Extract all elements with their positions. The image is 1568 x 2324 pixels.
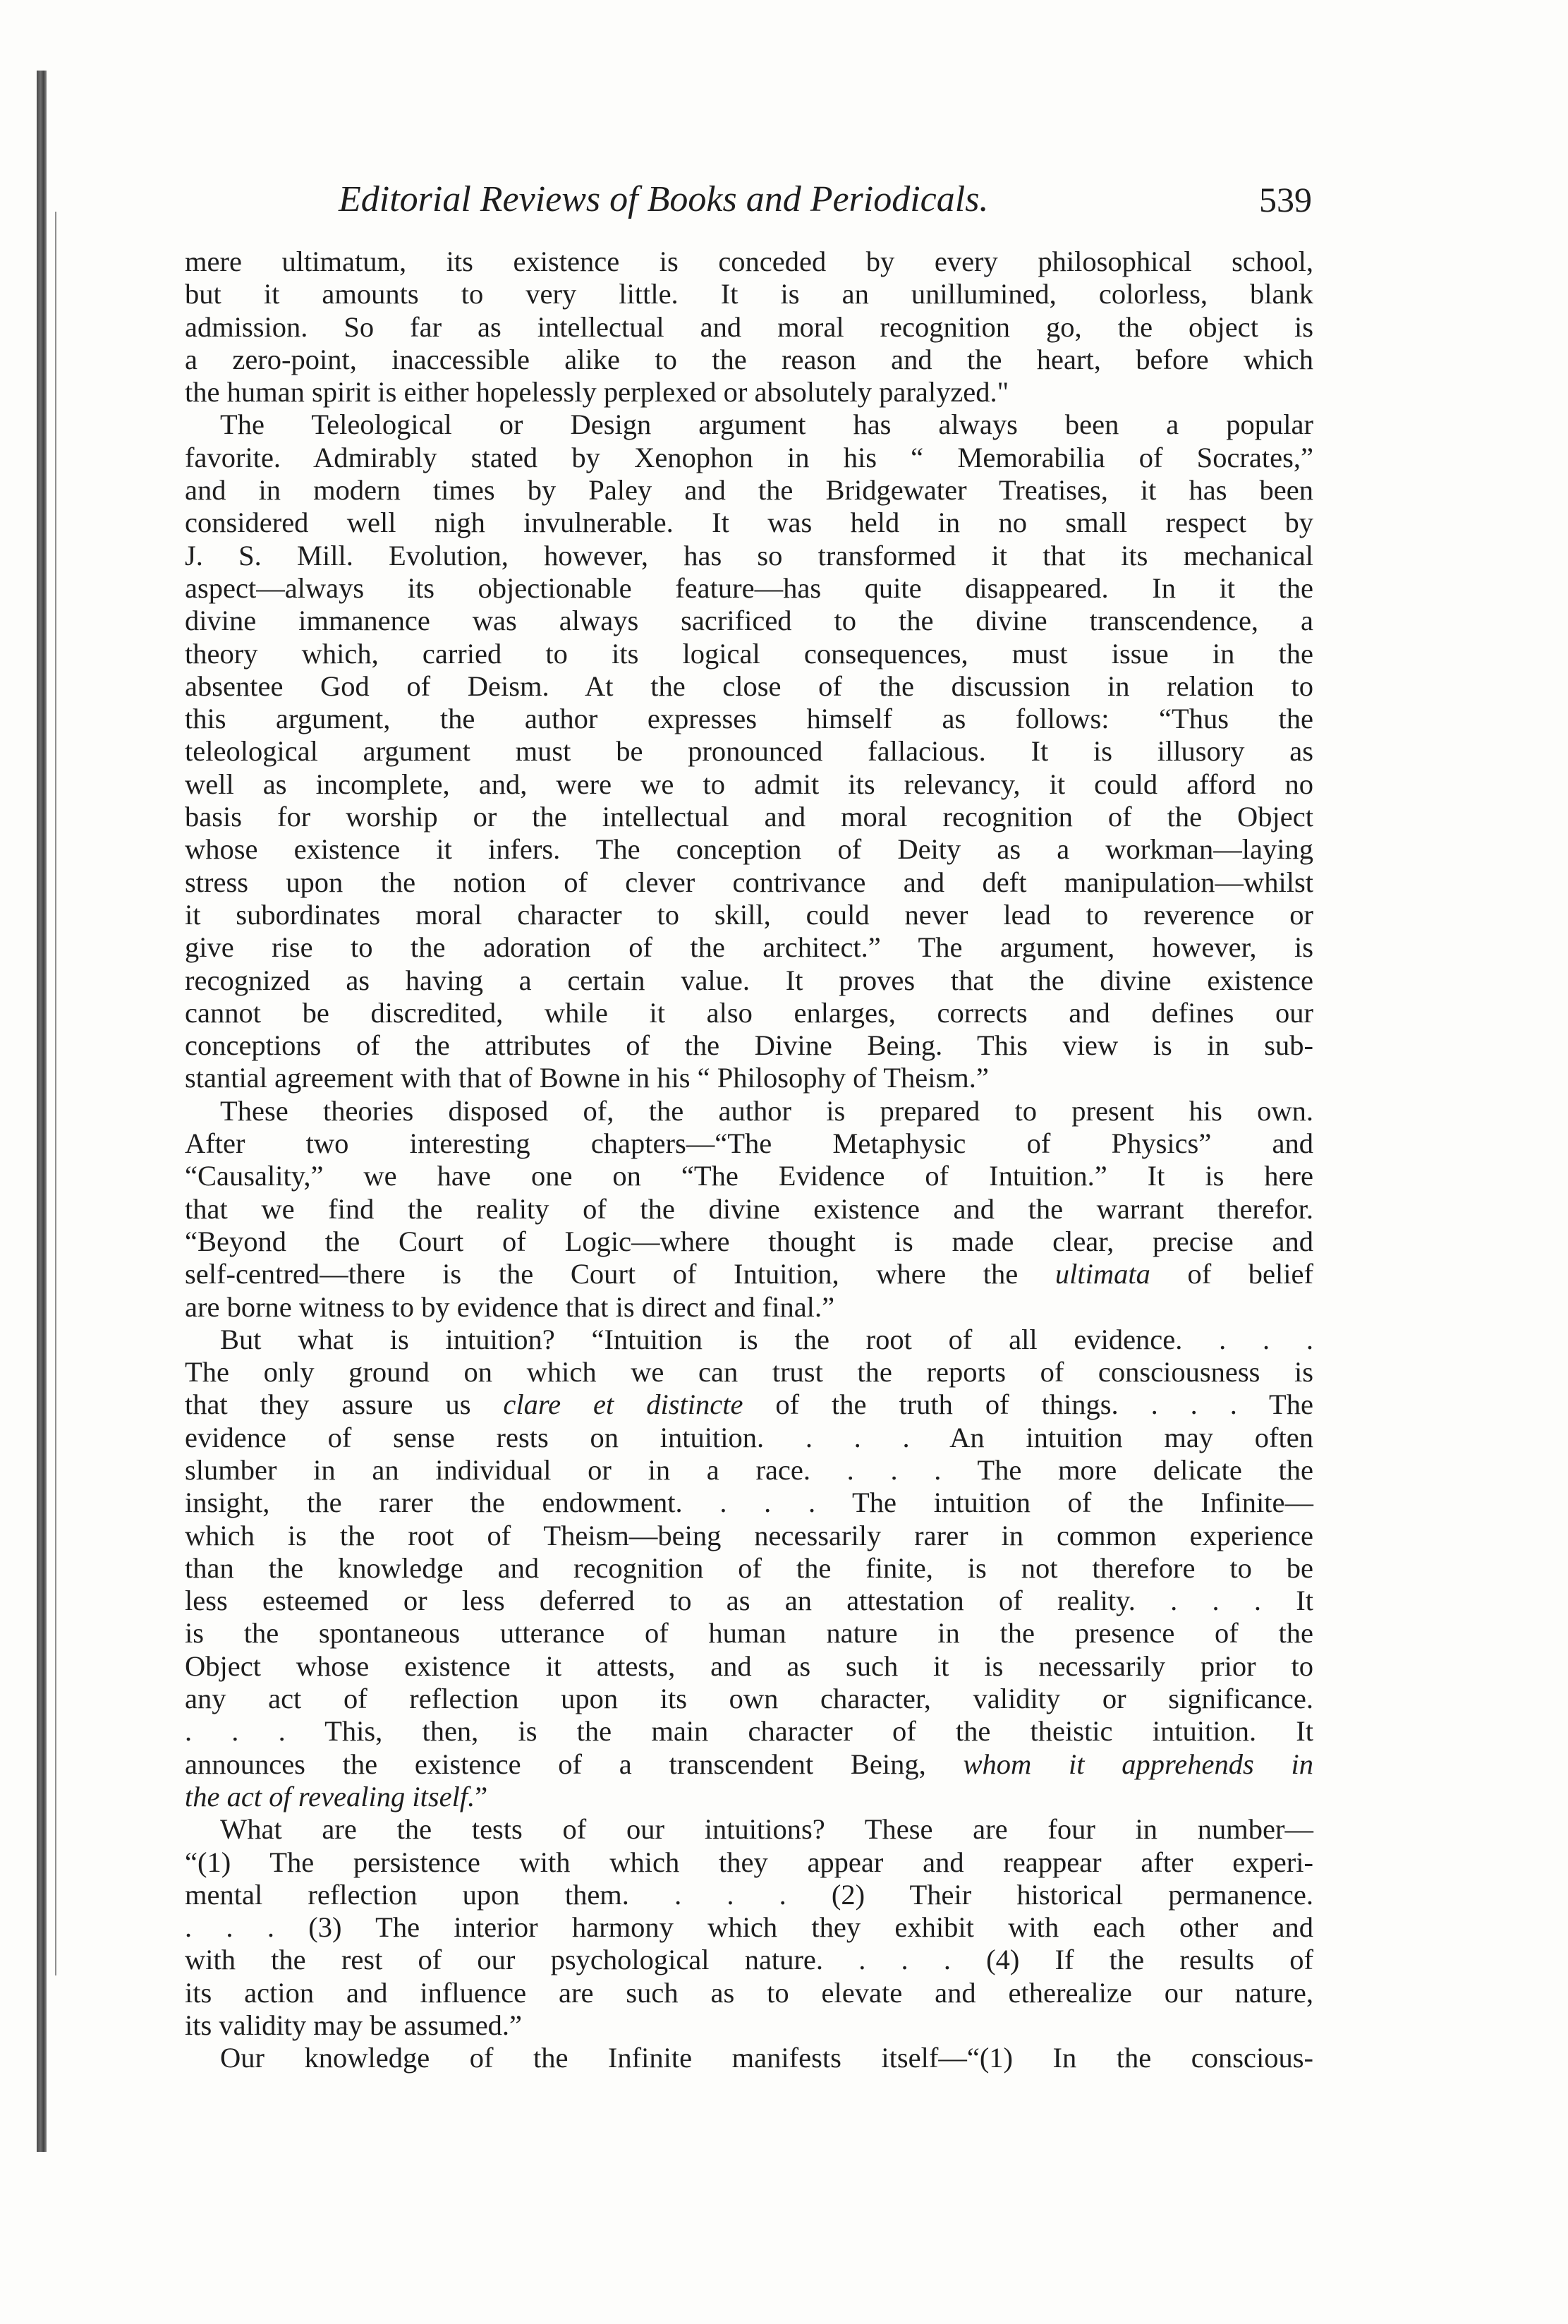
text-line xyxy=(185,670,1313,703)
text-run: are borne witness to by evidence that is direct and final.” xyxy=(185,1290,835,1323)
text-line xyxy=(185,1422,1313,1454)
text-line xyxy=(185,474,1313,507)
text-line xyxy=(185,1160,1313,1192)
text-line xyxy=(185,768,1313,801)
text-run: teleological argument must be pronounced fallacious. It is illusory as xyxy=(185,735,1313,768)
text-line xyxy=(185,833,1313,866)
text-run: whose existence it infers. The conception of Deity as a workman—laying xyxy=(185,833,1313,866)
text-run: and in modern times by Paley and the Bridgewater Treatises, it has been xyxy=(185,474,1313,507)
text-line xyxy=(185,1356,1313,1388)
italic-run: clare et distincte xyxy=(503,1388,743,1421)
text-run: it subordinates moral character to skill, could never lead to reverence or xyxy=(185,898,1313,931)
text-run: announces the existence of a transcendent Being, xyxy=(185,1748,964,1780)
text-line xyxy=(185,1388,1313,1421)
text-line xyxy=(185,1879,1313,1911)
page-binding-shadow xyxy=(37,71,47,2152)
text-run: What are the tests of our intuitions? These are four in number— xyxy=(220,1813,1313,1846)
text-line xyxy=(185,1291,1313,1324)
text-run: considered well nigh invulnerable. It was held in no small respect by xyxy=(185,507,1313,539)
text-line xyxy=(185,638,1313,670)
text-line xyxy=(185,1225,1313,1258)
running-title: Editorial Reviews of Books and Periodicals. xyxy=(339,179,989,219)
text-line xyxy=(185,1683,1313,1715)
text-run: give rise to the adoration of the architect.” The argument, however, is xyxy=(185,931,1313,964)
text-run: less esteemed or less deferred to as an attestation of reality. . . . It xyxy=(185,1585,1313,1617)
text-run: aspect—always its objectionable feature—has quite disappeared. In it the xyxy=(185,571,1313,604)
text-line xyxy=(185,1487,1313,1519)
text-run: than the knowledge and recognition of the finite, is not therefore to be xyxy=(185,1551,1313,1584)
text-run: “(1) The persistence with which they appear and reappear after experi- xyxy=(185,1846,1313,1878)
text-line xyxy=(185,1813,1313,1846)
text-run: “Causality,” we have one on “The Evidence of Intuition.” It is here xyxy=(185,1160,1313,1192)
text-run: its validity may be assumed.” xyxy=(185,2009,523,2042)
text-run: that they assure us xyxy=(185,1388,504,1421)
text-line xyxy=(185,1846,1313,1879)
text-run: The Teleological or Design argument has always been a popular xyxy=(220,408,1313,441)
text-run: Object whose existence it attests, and as such it is necessarily prior to xyxy=(185,1650,1313,1682)
text-line xyxy=(185,1650,1313,1683)
page-binding-line xyxy=(55,212,56,1975)
text-run: Our knowledge of the Infinite manifests itself—“(1) In the conscious- xyxy=(220,2042,1313,2074)
text-line xyxy=(185,311,1313,344)
text-line xyxy=(185,1715,1313,1748)
text-run: is the spontaneous utterance of human nature in the presence of the xyxy=(185,1617,1313,1650)
text-run: mental reflection upon them. . . . (2) Their historical permanence. xyxy=(185,1878,1313,1911)
text-line xyxy=(185,278,1313,310)
text-line xyxy=(185,703,1313,735)
text-run: ” xyxy=(475,1780,488,1812)
text-run: well as incomplete, and, were we to admit its relevancy, it could afford no xyxy=(185,768,1313,800)
text-line xyxy=(185,442,1313,474)
text-run: slumber in an individual or in a race. . . . The more delicate the xyxy=(185,1453,1313,1486)
text-run: of belief xyxy=(1150,1258,1313,1290)
text-line xyxy=(185,376,1313,408)
text-line xyxy=(185,997,1313,1029)
text-line xyxy=(185,1748,1313,1781)
text-line xyxy=(185,899,1313,931)
text-run: admission. So far as intellectual and moral recognition go, the object is xyxy=(185,310,1313,343)
text-run: with the rest of our psychological nature. . . . (4) If the results of xyxy=(185,1944,1313,1976)
text-run: The only ground on which we can trust the reports of consciousness is xyxy=(185,1356,1313,1388)
text-line xyxy=(185,1258,1313,1290)
text-run: favorite. Admirably stated by Xenophon in his “ Memorabilia of Socrates,” xyxy=(185,441,1313,473)
text-run: recognized as having a certain value. It proves that the divine existence xyxy=(185,964,1313,996)
text-line xyxy=(185,1911,1313,1944)
text-line xyxy=(185,931,1313,964)
text-run: the human spirit is either hopelessly perplexed or absolutely paralyzed." xyxy=(185,376,1009,408)
text-line xyxy=(185,1617,1313,1650)
text-line xyxy=(185,572,1313,605)
text-run: its action and influence are such as to elevate and etherealize our nature, xyxy=(185,1976,1313,2009)
text-line xyxy=(185,605,1313,637)
text-run: this argument, the author expresses himself as follows: “Thus the xyxy=(185,703,1313,735)
text-run: . . . This, then, is the main character of the theistic intuition. It xyxy=(185,1715,1313,1748)
text-run: conceptions of the attributes of the Divine Being. This view is in sub- xyxy=(185,1029,1313,1062)
text-line xyxy=(185,1520,1313,1552)
text-line xyxy=(185,735,1313,768)
text-line xyxy=(185,1977,1313,2009)
text-line xyxy=(185,344,1313,376)
text-line xyxy=(185,2042,1313,2074)
text-run: evidence of sense rests on intuition. . . . An intuition may often xyxy=(185,1421,1313,1453)
text-line xyxy=(185,1095,1313,1127)
text-run: “Beyond the Court of Logic—where thought is made clear, precise and xyxy=(185,1225,1313,1257)
page-header xyxy=(190,168,1312,231)
text-line xyxy=(185,964,1313,997)
text-line xyxy=(185,801,1313,833)
text-line xyxy=(185,1029,1313,1062)
text-run: theory which, carried to its logical consequences, must issue in the xyxy=(185,637,1313,670)
body-text xyxy=(185,246,1313,2075)
text-line xyxy=(185,1585,1313,1617)
text-run: that we find the reality of the divine existence and the warrant therefor. xyxy=(185,1192,1313,1225)
italic-run: ultimata xyxy=(1055,1258,1150,1290)
text-line xyxy=(185,540,1313,572)
text-line xyxy=(185,1454,1313,1487)
italic-run: the act of revealing itself. xyxy=(185,1780,475,1812)
italic-run: whom it apprehends in xyxy=(963,1748,1313,1780)
text-line xyxy=(185,1781,1313,1813)
text-line xyxy=(185,246,1313,278)
text-line xyxy=(185,1944,1313,1976)
text-line xyxy=(185,1552,1313,1585)
text-run: any act of reflection upon its own character, validity or significance. xyxy=(185,1683,1313,1715)
text-run: which is the root of Theism—being necessarily rarer in common experience xyxy=(185,1519,1313,1551)
text-run: J. S. Mill. Evolution, however, has so transformed it that its mechanical xyxy=(185,539,1313,571)
text-line xyxy=(185,507,1313,539)
text-run: stantial agreement with that of Bowne in his “ Philosophy of Theism.” xyxy=(185,1062,989,1094)
text-run: basis for worship or the intellectual and moral recognition of the Object xyxy=(185,801,1313,833)
page-number: 539 xyxy=(1259,180,1312,219)
text-line xyxy=(185,1324,1313,1356)
text-run: stress upon the notion of clever contrivance and deft manipulation—whilst xyxy=(185,866,1313,898)
text-line xyxy=(185,1062,1313,1094)
text-run: But what is intuition? “Intuition is the root of all evidence. . . . xyxy=(220,1323,1313,1355)
text-run: of the truth of things. . . . The xyxy=(743,1388,1313,1421)
text-line xyxy=(185,2009,1313,2042)
text-line xyxy=(185,1127,1313,1160)
text-run: divine immanence was always sacrificed to the divine transcendence, a xyxy=(185,605,1313,637)
text-run: absentee God of Deism. At the close of the discussion in relation to xyxy=(185,670,1313,702)
text-run: insight, the rarer the endowment. . . . The intuition of the Infinite— xyxy=(185,1487,1313,1519)
text-run: . . . (3) The interior harmony which they exhibit with each other and xyxy=(185,1911,1313,1944)
text-run: After two interesting chapters—“The Metaphysic of Physics” and xyxy=(185,1127,1313,1160)
text-run: cannot be discredited, while it also enlarges, corrects and defines our xyxy=(185,996,1313,1029)
text-line xyxy=(185,1193,1313,1225)
text-run: but it amounts to very little. It is an unillumined, colorless, blank xyxy=(185,278,1313,310)
text-line xyxy=(185,408,1313,441)
text-run: mere ultimatum, its existence is conceded by every philosophical school, xyxy=(185,246,1313,277)
text-line xyxy=(185,866,1313,899)
text-run: self-centred—there is the Court of Intuition, where the xyxy=(185,1258,1055,1290)
text-run: These theories disposed of, the author is prepared to present his own. xyxy=(220,1094,1313,1127)
text-run: a zero-point, inaccessible alike to the reason and the heart, before which xyxy=(185,343,1313,375)
